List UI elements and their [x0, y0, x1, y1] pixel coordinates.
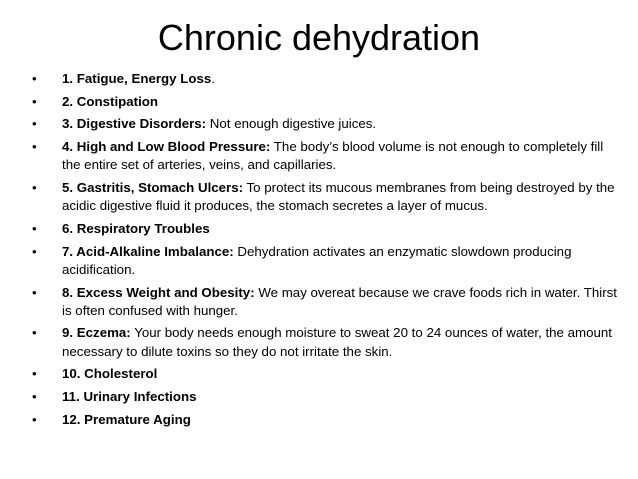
- list-item: [32, 179, 617, 215]
- item-heading: 7. Acid-Alkaline Imbalance:: [62, 243, 234, 259]
- slide-title: Chronic dehydration: [157, 17, 481, 58]
- item-text: Dehydration activates an enzymatic slowdown producing acidification.: [62, 243, 572, 277]
- list-item: [32, 284, 617, 320]
- bullet-marker: •: [32, 389, 37, 405]
- bullet-marker: •: [32, 325, 37, 341]
- bullet-list: [32, 70, 617, 433]
- item-text: Not enough digestive juices.: [206, 116, 377, 132]
- bullet-marker: •: [32, 180, 37, 196]
- bullet-marker: •: [32, 411, 37, 427]
- item-heading: 3. Digestive Disorders:: [62, 116, 207, 132]
- item-text: We may overeat because we crave foods rich in water. Thirst is often confused with hunger.: [62, 284, 618, 318]
- list-item: [32, 243, 617, 279]
- list-item: [32, 365, 617, 383]
- item-heading: 9. Eczema:: [62, 325, 131, 341]
- list-item: [32, 388, 617, 406]
- item-heading: 1. Fatigue, Energy Loss: [62, 71, 212, 86]
- item-heading: 4. High and Low Blood Pressure:: [62, 139, 271, 155]
- bullet-marker: •: [32, 139, 37, 155]
- bullet-marker: •: [32, 71, 37, 86]
- bullet-marker: •: [32, 116, 37, 132]
- bullet-marker: •: [32, 220, 37, 236]
- bullet-marker: •: [32, 93, 37, 109]
- item-heading: 10. Cholesterol: [62, 366, 158, 382]
- item-text: To protect its mucous membranes from being destroyed by the acidic digestive fluid it produces, the stomach secretes a layer of mucus.: [62, 180, 615, 214]
- list-item: [32, 93, 617, 111]
- list-item: [32, 70, 617, 88]
- item-heading: 2. Constipation: [62, 93, 159, 109]
- item-text: .: [211, 71, 215, 86]
- list-item: [32, 115, 617, 133]
- list-item: [32, 220, 617, 238]
- item-heading: 11. Urinary Infections: [62, 389, 197, 405]
- bullet-marker: •: [32, 243, 37, 259]
- list-item: [32, 324, 617, 360]
- item-heading: 6. Respiratory Troubles: [62, 220, 210, 236]
- item-heading: 12. Premature Aging: [62, 411, 191, 427]
- item-heading: 8. Excess Weight and Obesity:: [62, 284, 255, 300]
- bullet-marker: •: [32, 366, 37, 382]
- list-item: [32, 138, 617, 174]
- bullet-marker: •: [32, 284, 37, 300]
- item-text: The body’s blood volume is not enough to completely fill the entire set of arteries, veins, and capillaries.: [62, 139, 604, 173]
- item-heading: 5. Gastritis, Stomach Ulcers:: [62, 180, 244, 196]
- list-item: [32, 411, 617, 429]
- item-text: Your body needs enough moisture to sweat 20 to 24 ounces of water, the amount necessary to dilute toxins so they do not irritate the skin.: [62, 325, 612, 359]
